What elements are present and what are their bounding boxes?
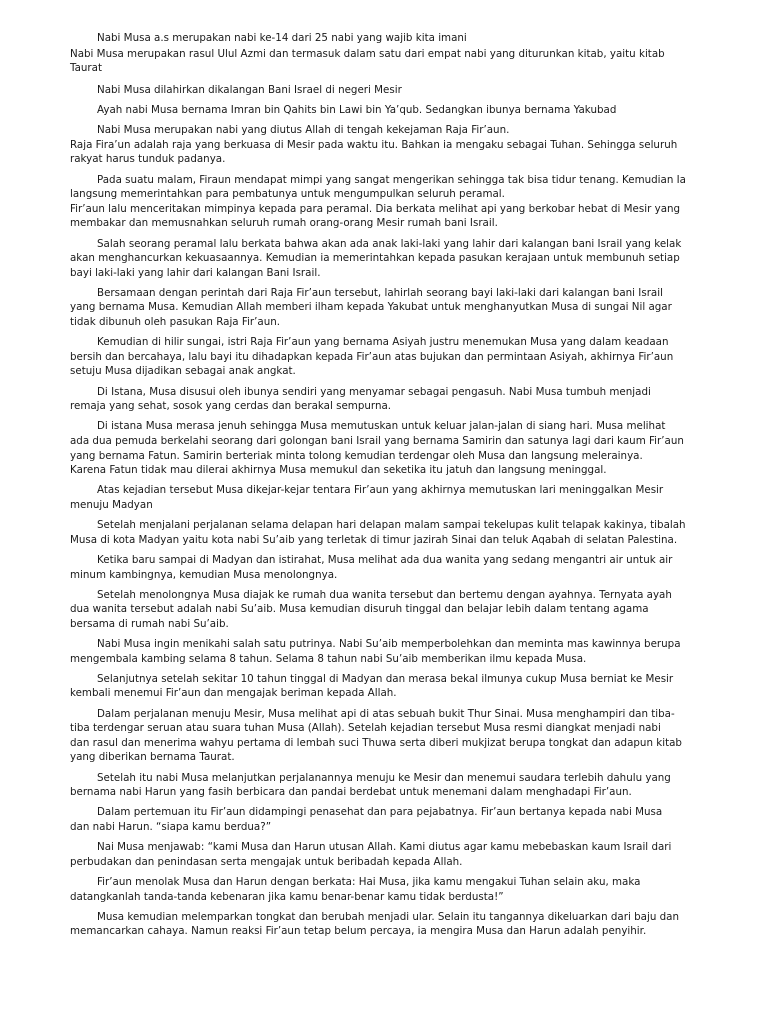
paragraph-line: langsung memerintahkan para pembatunya untuk mengumpulkan seluruh peramal. bbox=[70, 188, 505, 201]
paragraph-23 bbox=[70, 910, 742, 939]
paragraph-line: Dalam pertemuan itu Fir’aun didampingi penasehat dan para pejabatnya. Fir’aun bertanya kepada nabi Musa bbox=[97, 806, 663, 819]
paragraph-line: Di Istana, Musa disusui oleh ibunya sendiri yang menyamar sebagai pengasuh. Nabi Musa tumbuh menjadi bbox=[97, 385, 651, 398]
paragraph-line: kembali menemui Fir’aun dan mengajak beriman kepada Allah. bbox=[70, 687, 397, 700]
paragraph-4 bbox=[70, 103, 742, 118]
paragraph-line: dan rasul dan menerima wahyu pertama di lembah suci Thuwa serta diberi mukjizat berupa tongkat dan adapun kitab bbox=[70, 736, 682, 749]
paragraph-line: akan menghancurkan kekuasaannya. Kemudian ia memerintahkan kepada pasukan kerajaan untuk membunuh setiap bbox=[70, 252, 680, 265]
paragraph-6 bbox=[70, 173, 742, 231]
paragraph-line: Bersamaan dengan perintah dari Raja Fir’aun tersebut, lahirlah seorang bayi laki-laki dari kalangan bani Israil bbox=[97, 286, 663, 299]
paragraph-19 bbox=[70, 771, 742, 800]
paragraph-line: Setelah itu nabi Musa melanjutkan perjalanannya menuju ke Mesir dan menemui saudara terlebih dahulu yang bbox=[97, 771, 671, 784]
paragraph-line: Nai Musa menjawab: “kami Musa dan Harun utusan Allah. Kami diutus agar kamu mebebaskan kaum Israil dari bbox=[97, 841, 672, 854]
paragraph-line: Musa di kota Madyan yaitu kota nabi Su’aib yang terletak di timur jazirah Sinai dan teluk Aqabah di selatan Palestina. bbox=[70, 533, 678, 546]
paragraph-line: Nabi Musa a.s merupakan nabi ke-14 dari 25 nabi yang wajib kita imani bbox=[97, 32, 467, 44]
paragraph-line: Setelah menolongnya Musa diajak ke rumah dua wanita tersebut dan bertemu dengan ayahnya. Ternyata ayah bbox=[97, 588, 672, 601]
paragraph-line: Setelah menjalani perjalanan selama delapan hari delapan malam sampai tekelupas kulit telapak kakinya, tibalah bbox=[97, 519, 686, 532]
paragraph-20 bbox=[70, 805, 742, 834]
paragraph-14 bbox=[70, 553, 742, 582]
paragraph-2 bbox=[70, 47, 742, 76]
paragraph-line: ada dua pemuda berkelahi seorang dari golongan bani Israil yang bernama Samirin dan satunya lagi dari kaum Fir’aun bbox=[70, 435, 684, 447]
paragraph-line: remaja yang sehat, sosok yang cerdas dan berakal sempurna. bbox=[70, 400, 392, 413]
paragraph-line: Fir’aun menolak Musa dan Harun dengan berkata: Hai Musa, jika kamu mengakui Tuhan selain aku, maka bbox=[97, 875, 641, 888]
paragraph-line: bernama nabi Harun yang fasih berbicara dan pandai berdebat untuk menemani dalam menghadapi Fir’aun. bbox=[70, 786, 632, 799]
paragraph-line: perbudakan dan penindasan serta mengajak untuk beribadah kepada Allah. bbox=[70, 855, 463, 868]
paragraph-line: bersama di rumah nabi Su’aib. bbox=[70, 617, 229, 630]
paragraph-line: Salah seorang peramal lalu berkata bahwa akan ada anak laki-laki yang lahir dari kalangan bani Israil yang kelak bbox=[97, 237, 682, 250]
paragraph-11 bbox=[70, 419, 742, 477]
paragraph-line: Ayah nabi Musa bernama Imran bin Qahits bin Lawi bin Ya’qub. Sedangkan ibunya bernama Yakubad bbox=[97, 103, 617, 116]
paragraph-line: Ketika baru sampai di Madyan dan istirahat, Musa melihat ada dua wanita yang sedang mengantri air untuk air bbox=[97, 553, 673, 566]
paragraph-line: dua wanita tersebut adalah nabi Su’aib. Musa kemudian disuruh tinggal dan belajar lebih dalam tentang agama bbox=[70, 603, 649, 616]
paragraph-18 bbox=[70, 707, 742, 765]
paragraph-5 bbox=[70, 123, 742, 167]
paragraph-8 bbox=[70, 286, 742, 330]
paragraph-line: Dalam perjalanan menuju Mesir, Musa melihat api di atas sebuah bukit Thur Sinai. Musa menghampiri dan tiba- bbox=[97, 707, 675, 720]
paragraph-13 bbox=[70, 518, 742, 547]
paragraph-line: Nabi Musa merupakan rasul Ulul Azmi dan termasuk dalam satu dari empat nabi yang diturunkan kitab, yaitu kitab bbox=[70, 47, 665, 60]
paragraph-line: yang bernama Fatun. Samirin berteriak minta tolong kemudian terdengar oleh Musa dan langsung melerainya. bbox=[70, 449, 643, 462]
paragraph-line: Taurat bbox=[70, 62, 103, 75]
paragraph-22 bbox=[70, 875, 742, 904]
paragraph-line: memancarkan cahaya. Namun reaksi Fir’aun tetap belum percaya, ia mengira Musa dan Harun adalah penyihir. bbox=[70, 925, 647, 938]
paragraph-line: Atas kejadian tersebut Musa dikejar-kejar tentara Fir’aun yang akhirnya memutuskan lari meninggalkan Mesir bbox=[97, 484, 664, 497]
paragraph-line: membakar dan memusnahkan seluruh rumah orang-orang Mesir rumah bani Israil. bbox=[70, 217, 498, 230]
paragraph-line: bersih dan bercahaya, lalu bayi itu dihadapkan kepada Fir’aun atas bujukan dan permintaan Asiyah, akhirnya Fir’aun bbox=[70, 350, 674, 363]
paragraph-line: datangkanlah tanda-tanda kebenaran jika kamu benar-benar kamu tidak berdusta!” bbox=[70, 890, 504, 903]
paragraph-10 bbox=[70, 385, 742, 414]
paragraph-3 bbox=[70, 83, 742, 98]
paragraph-line: Nabi Musa ingin menikahi salah satu putrinya. Nabi Su’aib memperbolehkan dan meminta mas kawinnya berupa bbox=[97, 638, 681, 651]
paragraph-line: minum kambingnya, kemudian Musa menolongnya. bbox=[70, 568, 338, 581]
paragraph-line: Musa kemudian melemparkan tongkat dan berubah menjadi ular. Selain itu tangannya dikeluarkan dari baju dan bbox=[97, 910, 679, 923]
paragraph-line: Raja Fira’un adalah raja yang berkuasa di Mesir pada waktu itu. Bahkan ia mengaku sebagai Tuhan. Sehingga seluruh bbox=[70, 138, 678, 151]
paragraph-line: Fir’aun lalu menceritakan mimpinya kepada para peramal. Dia berkata melihat api yang berkobar hebat di Mesir yang bbox=[70, 202, 681, 215]
paragraph-line: mengembala kambing selama 8 tahun. Selama 8 tahun nabi Su’aib memberikan ilmu kepada Musa. bbox=[70, 652, 587, 665]
paragraph-line: Pada suatu malam, Firaun mendapat mimpi yang sangat mengerikan sehingga tak bisa tidur tenang. Kemudian Ia bbox=[97, 173, 686, 186]
paragraph-12 bbox=[70, 483, 742, 512]
paragraph-line: Nabi Musa merupakan nabi yang diutus Allah di tengah kekejaman Raja Fir’aun. bbox=[97, 124, 510, 137]
paragraph-line: yang bernama Musa. Kemudian Allah memberi ilham kepada Yakubat untuk menghanyutkan Musa di sungai Nil agar bbox=[70, 301, 672, 314]
document-page bbox=[70, 31, 742, 945]
paragraph-line: Karena Fatun tidak mau dilerai akhirnya Musa memukul dan seketika itu jatuh dan langsung meninggal. bbox=[70, 464, 607, 477]
paragraph-16 bbox=[70, 637, 742, 666]
paragraph-line: setuju Musa dijadikan sebagai anak angkat. bbox=[70, 365, 296, 378]
paragraph-21 bbox=[70, 840, 742, 869]
paragraph-line: tidak dibunuh oleh pasukan Raja Fir’aun. bbox=[70, 316, 281, 329]
paragraph-7 bbox=[70, 237, 742, 281]
paragraph-line: Kemudian di hilir sungai, istri Raja Fir’aun yang bernama Asiyah justru menemukan Musa yang dalam keadaan bbox=[97, 336, 669, 349]
paragraph-line: yang diberikan bernama Taurat. bbox=[70, 751, 235, 764]
paragraph-line: menuju Madyan bbox=[70, 498, 153, 511]
paragraph-line: bayi laki-laki yang lahir dari kalangan Bani Israil. bbox=[70, 266, 321, 279]
paragraph-line: Selanjutnya setelah sekitar 10 tahun tinggal di Madyan dan merasa bekal ilmunya cukup Musa berniat ke Mesir bbox=[97, 672, 674, 685]
paragraph-line: rakyat harus tunduk padanya. bbox=[70, 153, 226, 166]
paragraph-15 bbox=[70, 588, 742, 632]
paragraph-9 bbox=[70, 335, 742, 379]
paragraph-line: dan nabi Harun. “siapa kamu berdua?” bbox=[70, 821, 272, 833]
paragraph-line: Di istana Musa merasa jenuh sehingga Musa memutuskan untuk keluar jalan-jalan di siang hari. Musa melihat bbox=[97, 420, 666, 433]
paragraph-line: Nabi Musa dilahirkan dikalangan Bani Israel di negeri Mesir bbox=[97, 83, 402, 96]
paragraph-17 bbox=[70, 672, 742, 701]
paragraph-1 bbox=[70, 31, 742, 46]
paragraph-line: tiba terdengar seruan atau suara tuhan Musa (Allah). Setelah kejadian tersebut Musa resmi diangkat menjadi nabi bbox=[70, 722, 661, 735]
